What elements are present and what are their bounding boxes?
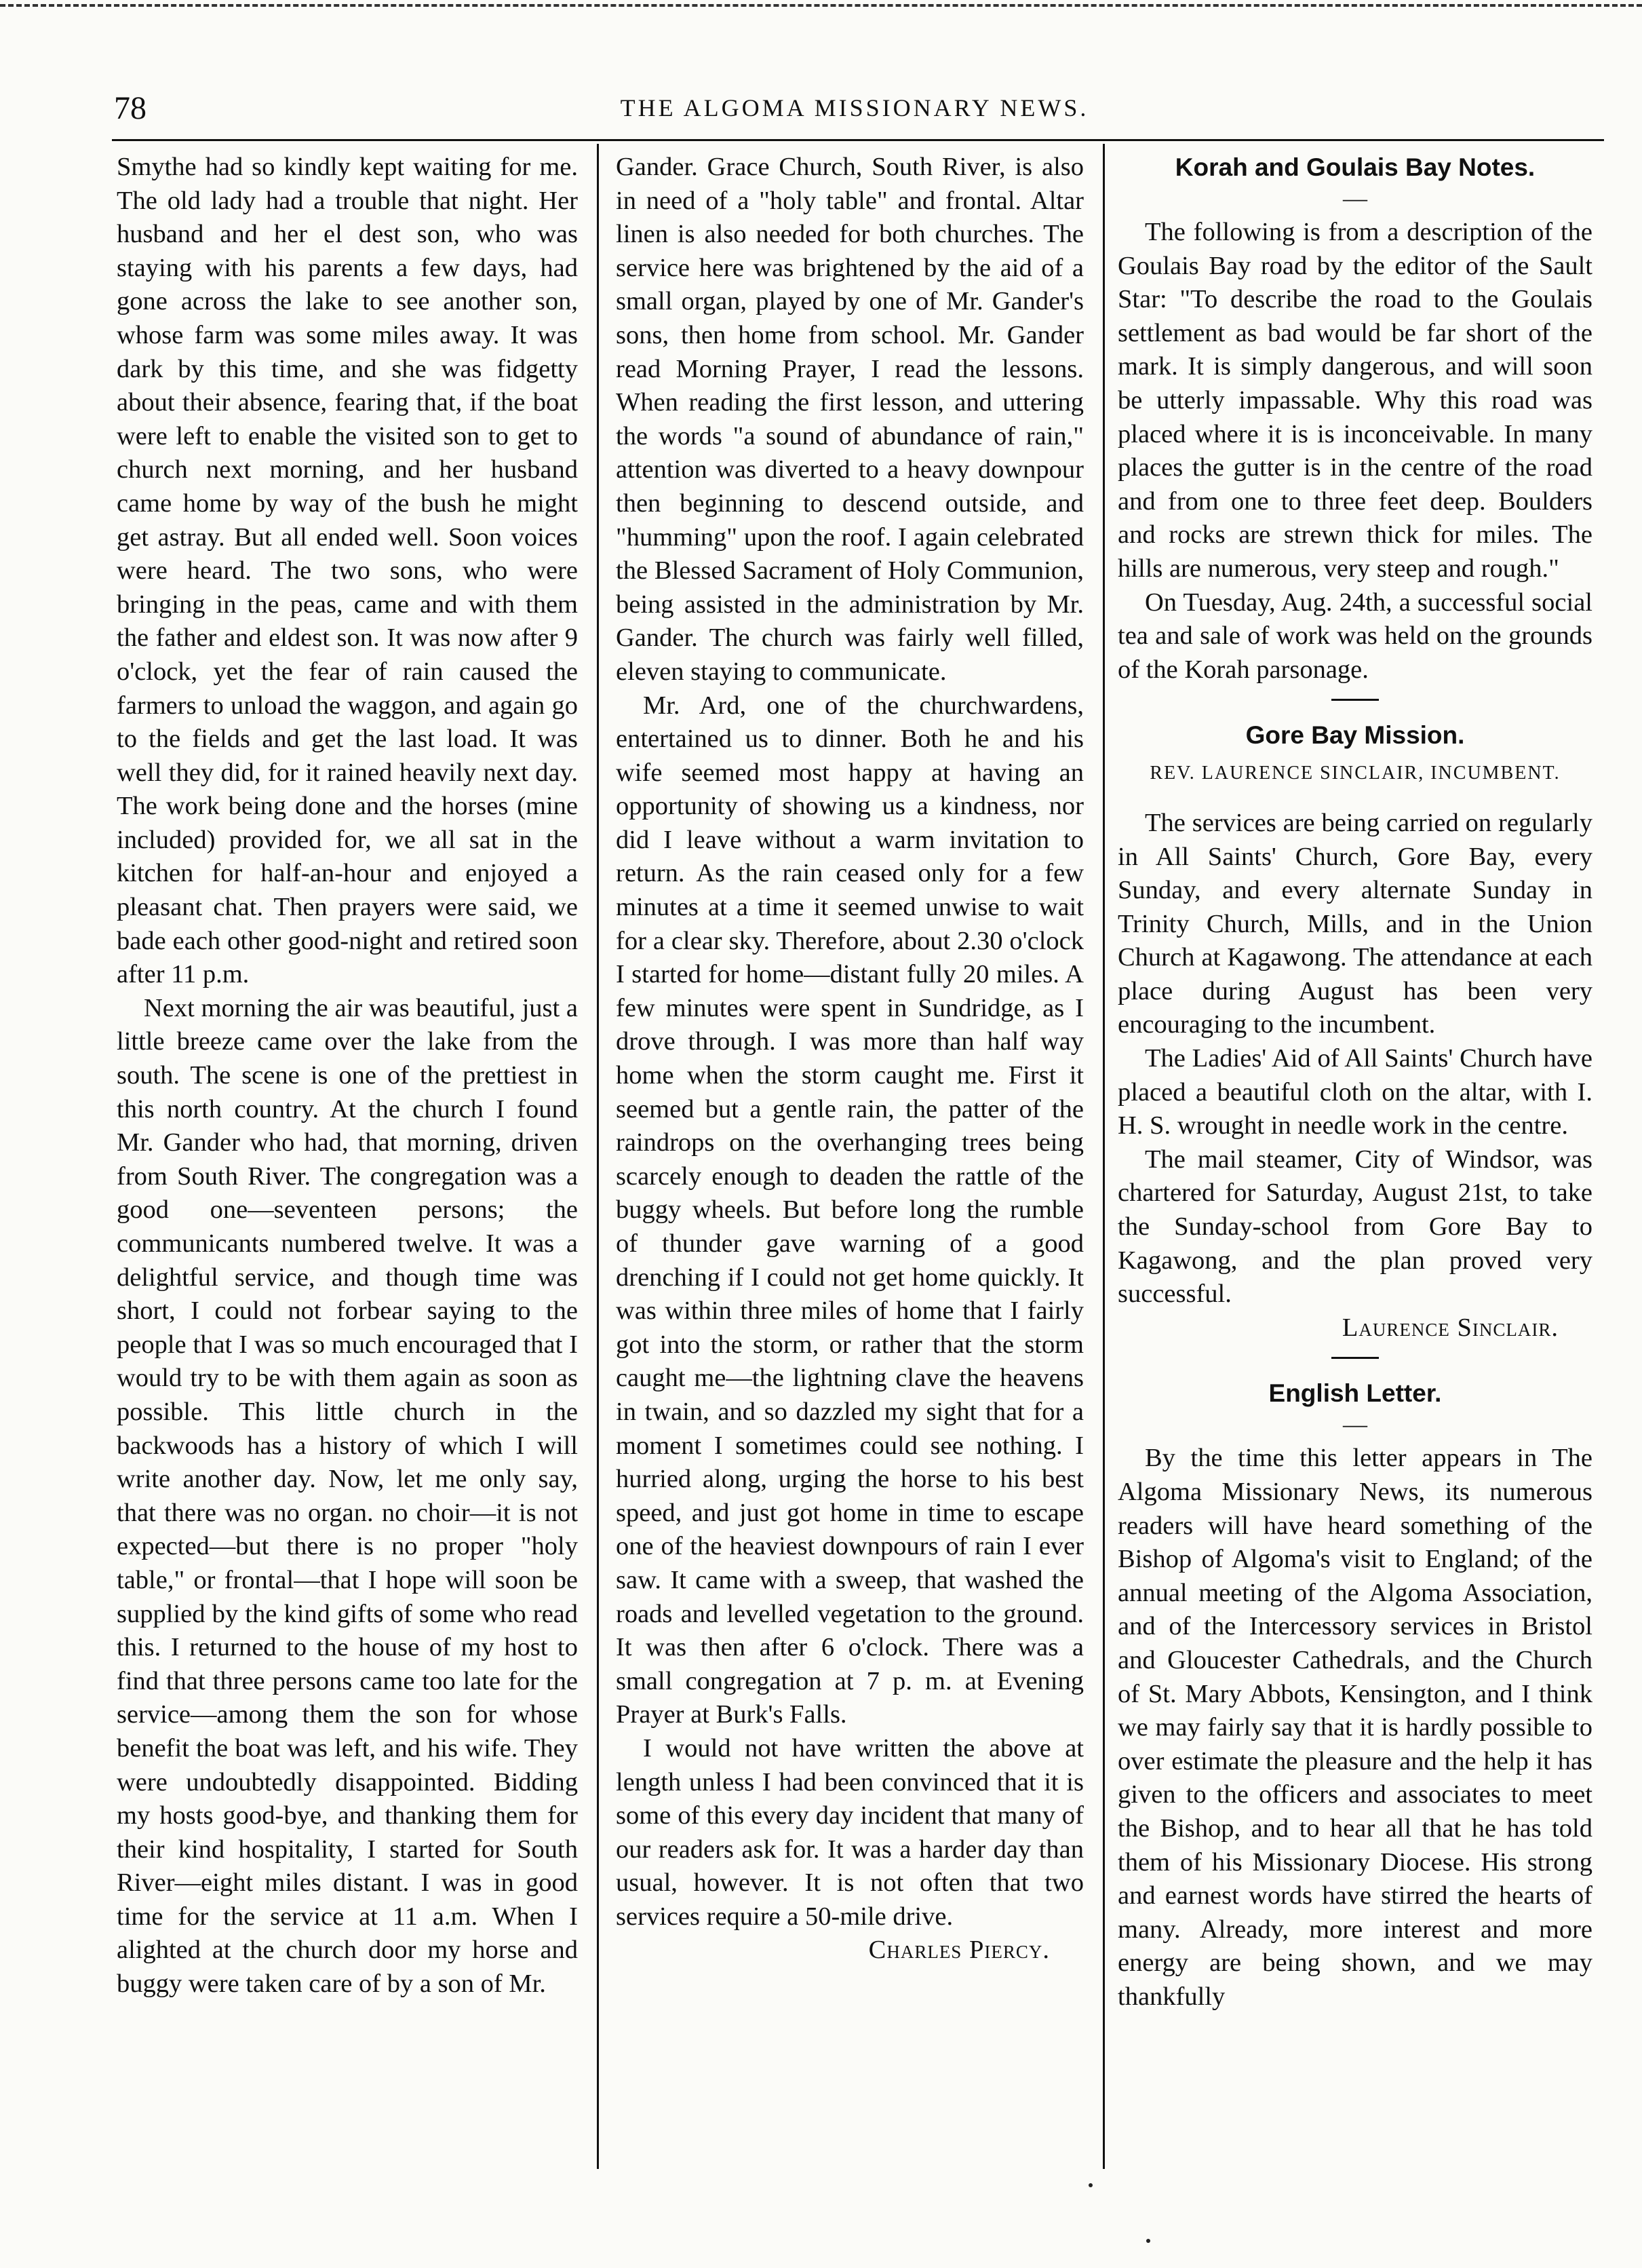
byline: REV. LAURENCE SINCLAIR, INCUMBENT. xyxy=(1150,763,1561,784)
column-two xyxy=(616,151,1084,1967)
column-rule-right xyxy=(1103,144,1105,2169)
signature-charles-piercy: Charles Piercy. xyxy=(868,1936,1050,1965)
article-paragraph: Gander. Grace Church, South River, is also in need of a "holy table" and frontal. Altar linen is also needed for both churches. The service here was brightened by the aid of a small organ, played by one of Mr. Gander's sons, then home from school. Mr. Gander read Morning Prayer, I read the lessons. When reading the first lesson, and uttering the words "a sound of abundance of rain," attention was diverted to a heavy downpour then beginning to descend outside, and "humming" upon the roof. I again celebrated the Blessed Sacrament of Holy Communion, being assisted in the administration by Mr. Gander. The church was fairly well filled, eleven staying to communicate. xyxy=(616,153,1084,686)
section-heading-english-letter: English Letter. xyxy=(1268,1379,1442,1408)
article-paragraph: The Ladies' Aid of All Saints' Church have placed a beautiful cloth on the altar, with I. H. S. wrought in needle work in the centre. xyxy=(1118,1044,1592,1140)
section-heading-korah: Korah and Goulais Bay Notes. xyxy=(1175,153,1536,181)
article-paragraph: Mr. Ard, one of the churchwardens, entertained us to dinner. Both he and his wife seemed most happy at having an opportunity of showing us a kindness, nor did I leave without a warm invitation to return. As the rain ceased only for a few minutes at a time it seemed unwise to wait for a clear sky. Therefore, about 2.30 o'clock I started for home—distant fully 20 miles. A few minutes were spent in Sundridge, as I drove through. I was more than half way home when the storm caught me. First it seemed but a gentle rain, the patter of the raindrops on the overhanging trees being scarcely enough to deaden the rattle of the buggy wheels. But before long the rumble of thunder gave warning of a good drenching if I could not get home quickly. It was within three miles of home that I fairly got into the storm, or rather that the storm caught me—the lightning clave the heavens in twain, and so dazzled my sight that for a moment I sometimes could see nothing. I hurried along, urging the horse to his best speed, and just got home in time to escape one of the heaviest downpours of rain I ever saw. It came with a sweep, that washed the roads and levelled vegetation to the ground. It was then after 6 o'clock. There was a small congregation at 7 p. m. at Evening Prayer at Burk's Falls. xyxy=(616,691,1084,1729)
section-separator xyxy=(1331,1357,1379,1359)
heading-dash: — xyxy=(1343,185,1367,212)
top-border-rule xyxy=(0,4,1642,7)
signature-laurence-sinclair: Laurence Sinclair. xyxy=(1342,1313,1559,1342)
section-separator xyxy=(1331,699,1379,701)
column-three xyxy=(1118,151,1592,2014)
page-number: 78 xyxy=(114,90,146,126)
page-header xyxy=(109,90,1601,126)
print-speck xyxy=(1089,2183,1093,2187)
article-paragraph: I would not have written the above at length unless I had been convinced that it is some of this every day incident that many of our readers ask for. It was a harder day than usual, however. It is not often that two services require a 50-mile drive. xyxy=(616,1733,1084,1931)
heading-dash: — xyxy=(1343,1410,1367,1438)
article-paragraph: The mail steamer, City of Windsor, was chartered for Saturday, August 21st, to take the Sunday-school from Gore Bay to Kagawong, and the plan proved very successful. xyxy=(1118,1145,1592,1309)
column-one xyxy=(117,151,578,2001)
article-paragraph: Smythe had so kindly kept waiting for me. The old lady had a trouble that night. Her husband and her el dest son, who was staying with his parents a few days, had gone across the lake to see another son, whose farm was some miles away. It was dark by this time, and she was fidgetty about their absence, fearing that, if the boat were left to enable the visited son to get to church next morning, and her husband came home by way of the bush he might get astray. But all ended well. Soon voices were heard. The two sons, who were bringing in the peas, came and with them the father and eldest son. It was now after 9 o'clock, yet the fear of rain caused the farmers to unload the waggon, and again go to the fields and get the last load. It was well they did, for it rained heavily next day. The work being done and the horses (mine included) provided for, we all sat in the kitchen for half-an-hour and enjoyed a pleasant chat. Then prayers were said, we bade each other good-night and retired soon after 11 p.m. xyxy=(117,153,578,989)
article-paragraph: Next morning the air was beautiful, just a little breeze came over the lake from the south. The scene is one of the prettiest in this north country. At the church I found Mr. Gander who had, that morning, driven from South River. The congregation was a good one—seventeen persons; the communicants numbered twelve. It was a delightful service, and though time was short, I could not forbear saying to the people that I was so much encouraged that I would try to be with them again as soon as possible. This little church in the backwoods has a history of which I will write another day. Now, let me only say, that there was no organ. no choir—it is not expected—but there is no proper "holy table," or frontal—that I hope will soon be supplied by the kind gifts of some who read this. I returned to the house of my host to find that three persons came too late for the service—among them the son for whose benefit the boat was left, and his wife. They were undoubtedly disappointed. Bidding my hosts good-bye, and thanking them for their kind hospitality, I started for South River—eight miles distant. I was in good time for the service at 11 a.m. When I alighted at the church door my horse and buggy were taken care of by a son of Mr. xyxy=(117,993,578,1999)
header-rule xyxy=(112,139,1604,141)
column-rule-left xyxy=(597,144,599,2169)
section-heading-gore-bay: Gore Bay Mission. xyxy=(1245,721,1465,750)
article-paragraph: The services are being carried on regularly in All Saints' Church, Gore Bay, every Sunday, and every alternate Sunday in Trinity Church, Mills, and in the Union Church at Kagawong. The attendance at each place during August has been very encouraging to the incumbent. xyxy=(1118,808,1592,1039)
running-title: THE ALGOMA MISSIONARY NEWS. xyxy=(620,94,1089,121)
article-paragraph: The following is from a description of the Goulais Bay road by the editor of the Sault Star: "To describe the road to the Goulais settlement as bad would be far short of the mark. It is simply dangerous, and will soon be utterly impassable. Why this road was placed where it is is inconceivable. In many places the gutter is in the centre of the road and from one to three feet deep. Boulders and rocks are strewn thick for miles. The hills are numerous, very steep and rough." xyxy=(1118,218,1592,583)
article-paragraph: By the time this letter appears in The Algoma Missionary News, its numerous readers will have heard something of the Bishop of Algoma's visit to England; of the annual meeting of the Algoma Association, and of the Intercessory services in Bristol and Gloucester Cathedrals, and the Church of St. Mary Abbots, Kensington, and I think we may fairly say that it is hardly possible to over estimate the pleasure and the help it has given to the officers and associates to meet the Bishop, and to hear all that he has told them of his Missionary Diocese. His strong and earnest words have stirred the hearts of many. Already, more interest and more energy are being shown, and we may thankfully xyxy=(1118,1444,1592,2011)
print-speck xyxy=(1146,2239,1150,2243)
article-paragraph: On Tuesday, Aug. 24th, a successful social tea and sale of work was held on the grounds of the Korah parsonage. xyxy=(1118,588,1592,684)
